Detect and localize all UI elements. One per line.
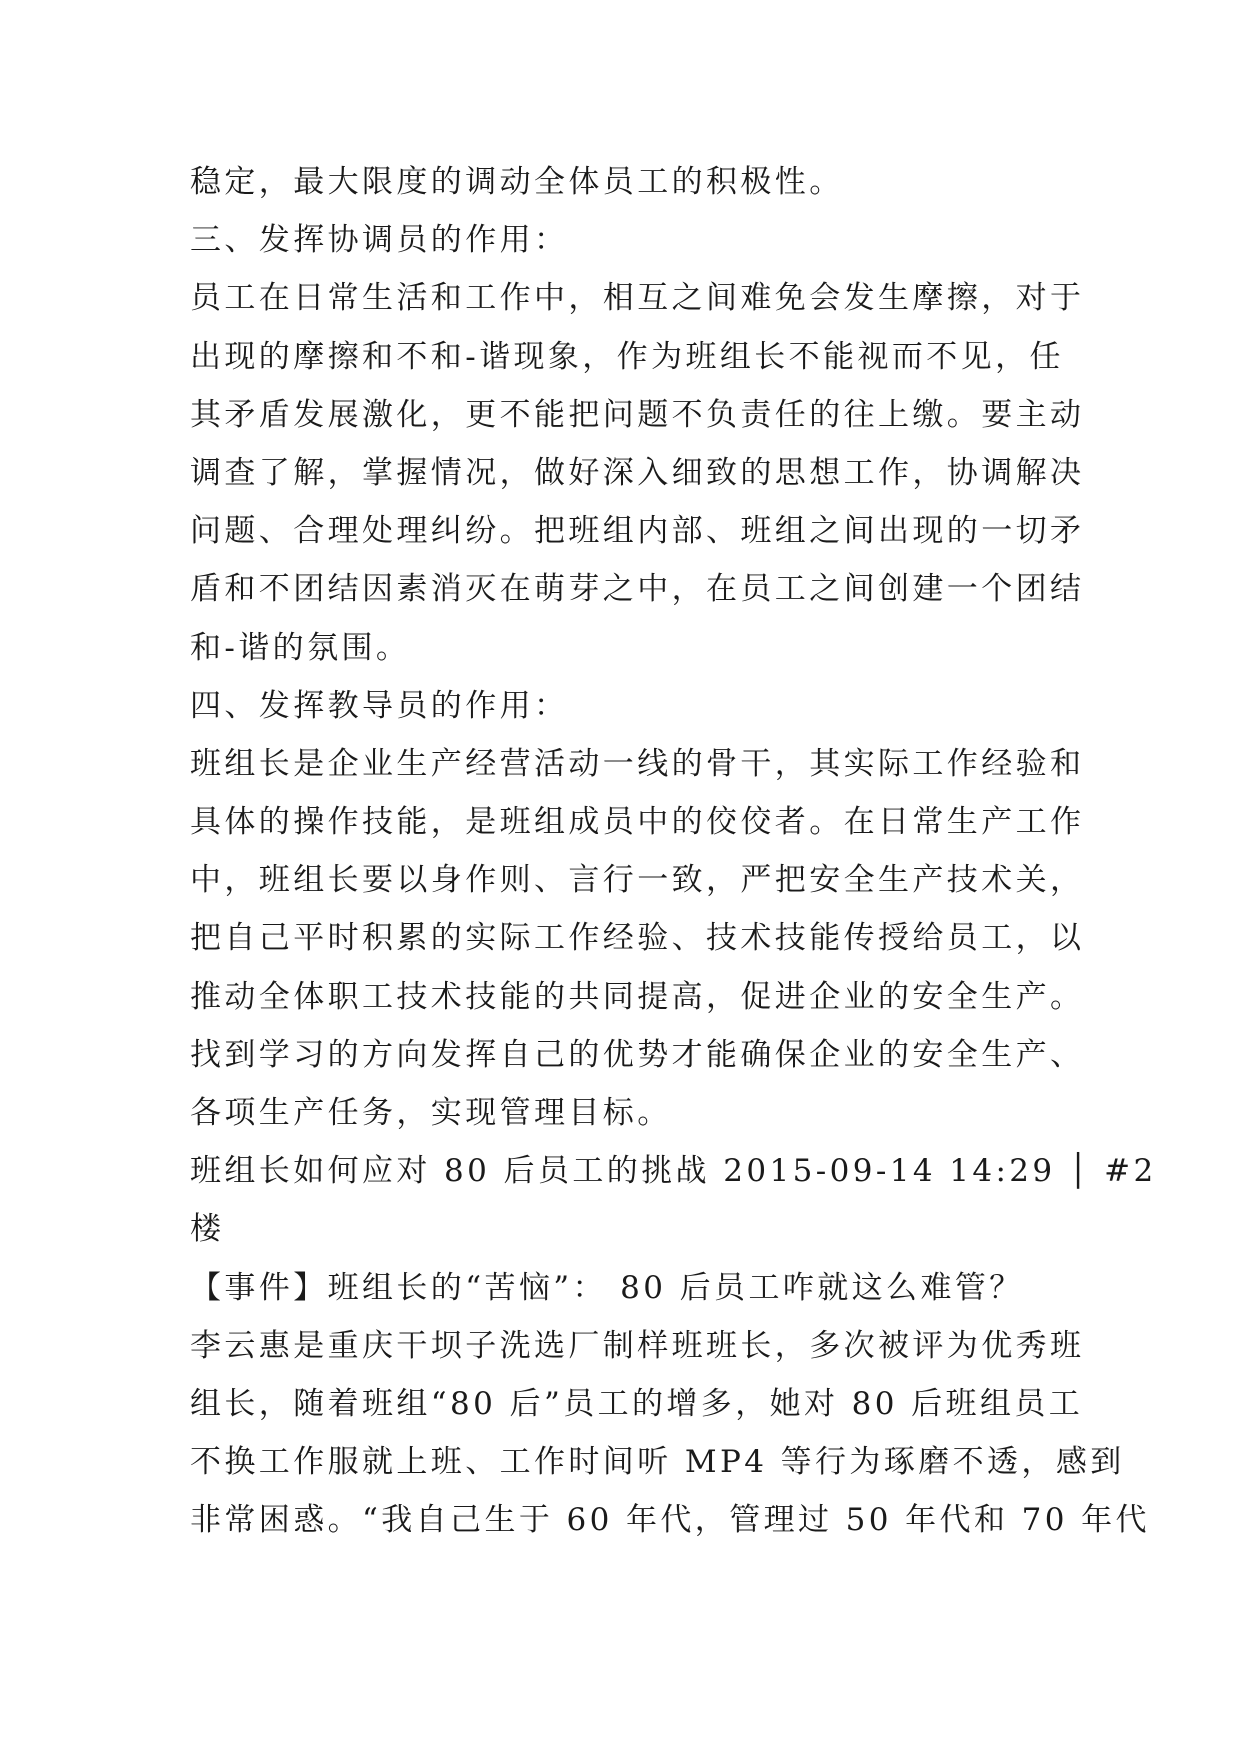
text-line: 中，班组长要以身作则、言行一致，严把安全生产技术关， [190, 862, 1085, 899]
text-line: 稳定，最大限度的调动全体员工的积极性。 [190, 164, 844, 200]
text-line: 其矛盾发展激化，更不能把问题不负责任的往上缴。要主动 [190, 396, 1085, 433]
text-line: 和-谐的氛围。 [190, 629, 411, 666]
text-line: 出现的摩擦和不和-谐现象，作为班组长不能视而不见，任 [190, 338, 1064, 375]
event-title: 【事件】班组长的“苦恼”： 80 后员工咋就这么难管？ [190, 1269, 1024, 1306]
text-line: 盾和不团结因素消灭在萌芽之中，在员工之间创建一个团结 [190, 571, 1085, 608]
text-line: 找到学习的方向发挥自己的优势才能确保企业的安全生产、 [190, 1036, 1085, 1073]
text-line: 非常困惑。“我自己生于 60 年代，管理过 50 年代和 70 年代 [190, 1502, 1150, 1539]
document-body [190, 153, 1157, 1550]
text-line: 李云惠是重庆干坝子洗选厂制样班班长，多次被评为优秀班 [190, 1327, 1085, 1364]
text-line: 员工在日常生活和工作中，相互之间难免会发生摩擦，对于 [190, 280, 1085, 317]
text-line: 不换工作服就上班、工作时间听 MP4 等行为琢磨不透，感到 [190, 1444, 1125, 1481]
text-line: 调查了解，掌握情况，做好深入细致的思想工作，协调解决 [190, 454, 1085, 491]
text-line: 推动全体职工技术技能的共同提高，促进企业的安全生产。 [190, 978, 1085, 1015]
text-line: 组长，随着班组“80 后”员工的增多，她对 80 后班组员工 [190, 1385, 1084, 1422]
post-floor: 楼 [190, 1211, 225, 1248]
text-line: 各项生产任务，实现管理目标。 [190, 1095, 672, 1131]
text-line: 具体的操作技能，是班组成员中的佼佼者。在日常生产工作 [190, 804, 1085, 841]
text-line: 班组长是企业生产经营活动一线的骨干，其实际工作经验和 [190, 745, 1085, 782]
section-heading: 四、发挥教导员的作用： [190, 687, 569, 724]
text-line: 问题、合理处理纠纷。把班组内部、班组之间出现的一切矛 [190, 513, 1085, 550]
section-heading: 三、发挥协调员的作用： [190, 222, 569, 259]
text-line: 把自己平时积累的实际工作经验、技术技能传授给员工，以 [190, 920, 1085, 957]
post-header: 班组长如何应对 80 后员工的挑战 2015-09-14 14:29 │ #2 [190, 1153, 1157, 1190]
